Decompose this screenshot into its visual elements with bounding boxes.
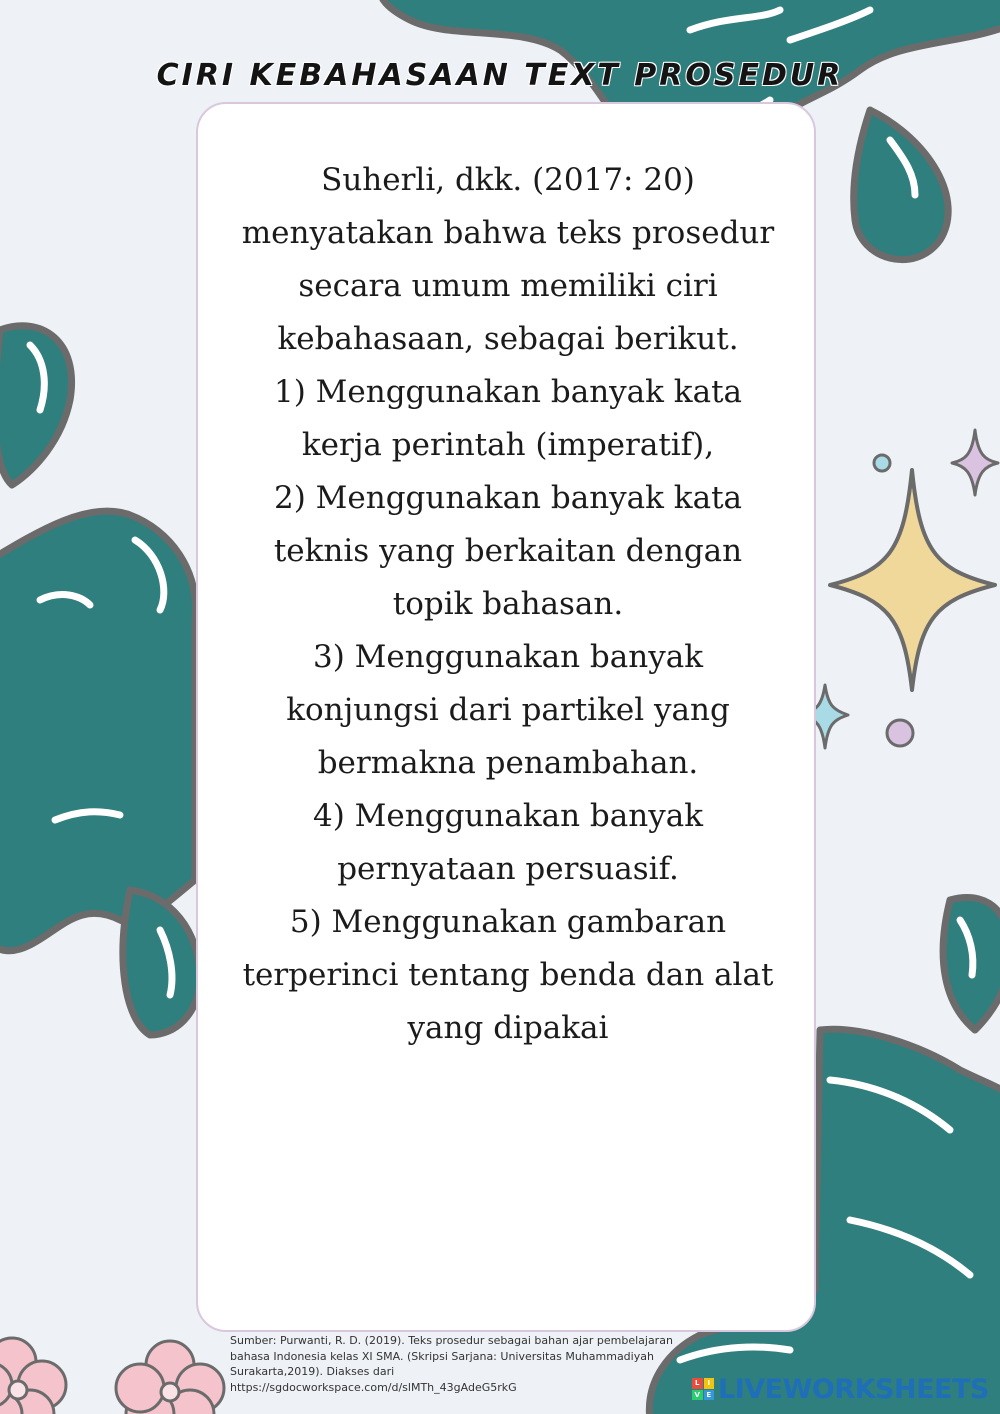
teal-drop-left-lower xyxy=(123,890,200,1035)
bubble-small xyxy=(874,455,890,471)
star-yellow xyxy=(830,470,995,690)
teal-drop-right-top xyxy=(854,110,948,260)
bubble-lilac xyxy=(887,720,913,746)
teal-blob-left-middle xyxy=(0,511,196,951)
intro-paragraph: Suherli, dkk. (2017: 20) menyatakan bahwa teks prosedur secara umum memiliki ciri kebahasaan, sebagai berikut. xyxy=(241,162,775,357)
logo-letter: L xyxy=(692,1378,703,1389)
flower-left xyxy=(0,1338,66,1414)
list-item: 4) Menggunakan banyak pernyataan persuasif. xyxy=(313,798,703,887)
list-item: 5) Menggunakan gambaran terperinci tentang benda dan alat yang dipakai xyxy=(242,904,774,1046)
content-card xyxy=(196,102,816,1332)
list-item: 2) Menggunakan banyak kata teknis yang berkaitan dengan topik bahasan. xyxy=(273,480,743,622)
logo-letter: E xyxy=(704,1390,715,1401)
page-title: CIRI KEBAHASAAN TEXT PROSEDUR xyxy=(156,58,844,93)
list-item: 1) Menggunakan banyak kata kerja perintah (imperatif), xyxy=(273,374,743,463)
card-text xyxy=(238,154,778,1055)
liveworksheets-brand[interactable] xyxy=(692,1372,989,1406)
logo-letter: V xyxy=(692,1390,703,1401)
liveworksheets-logo-icon xyxy=(692,1378,714,1400)
flower-right xyxy=(116,1341,224,1414)
source-citation: Sumber: Purwanti, R. D. (2019). Teks prosedur sebagai bahan ajar pembelajaran bahasa Indonesia kelas XI SMA. (Skripsi Sarjana: Universitas Muhammadiyah Surakarta,2019). Diakses dari https://sgdocworkspace.com/d/slMTh_43gAdeG5rkG xyxy=(230,1334,673,1394)
brand-name: LIVEWORKSHEETS xyxy=(718,1373,989,1405)
logo-letter: I xyxy=(704,1378,715,1389)
list-item: 3) Menggunakan banyak konjungsi dari partikel yang bermakna penambahan. xyxy=(286,639,730,781)
star-lilac xyxy=(952,430,998,495)
